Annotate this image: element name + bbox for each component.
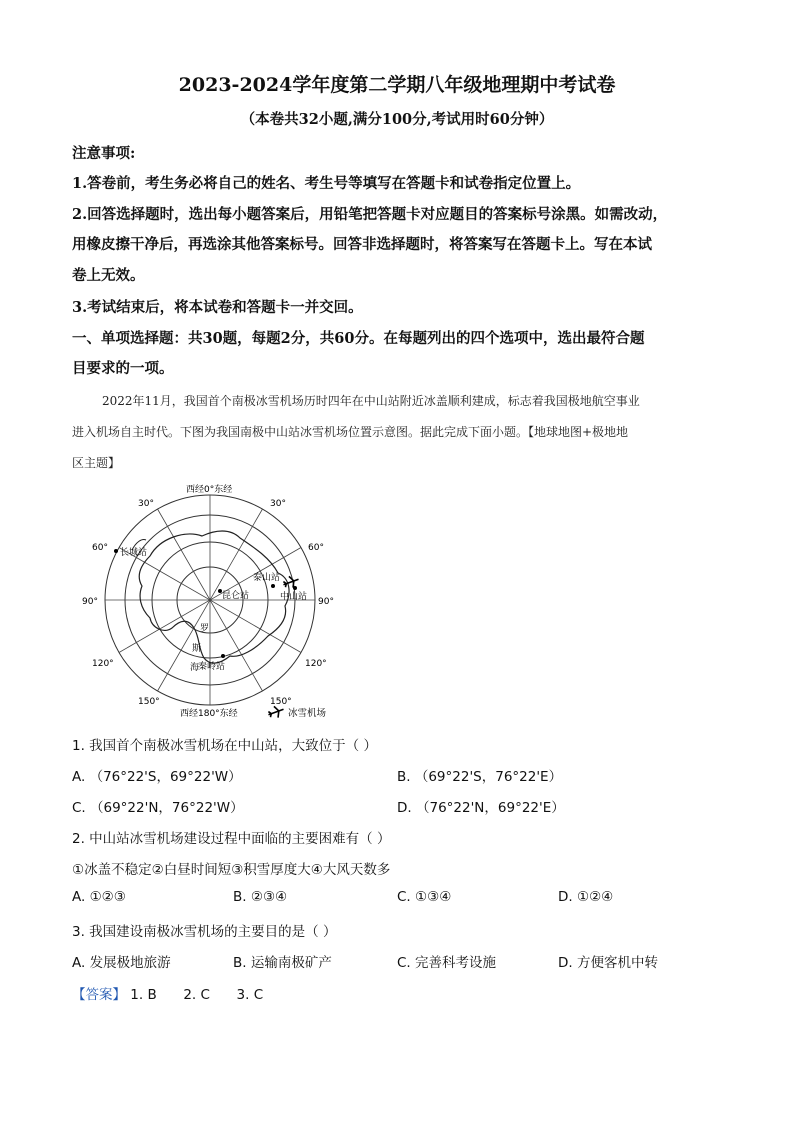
q3-stem: 3. 我国建设南极冰雪机场的主要目的是（ ） [72,924,337,940]
station-label-qinling: 秦岭站 [198,662,226,672]
ross-sea-char-3: 海 [190,663,200,673]
notice-item-2-line3: 卷上无效。 [72,267,145,284]
left-tick-150: 150° [138,697,160,707]
q3-option-c[interactable]: C. 完善科考设施 [397,955,497,971]
map-top-label: 西经0°东经 [186,485,233,495]
left-tick-30: 30° [138,499,154,509]
notice-heading: 注意事项: [72,145,136,162]
q2-items: ①冰盖不稳定②白昼时间短③积雪厚度大④大风天数多 [72,862,391,878]
answer-2: 2. C [183,987,210,1003]
station-dot-qinling [221,654,225,658]
airplane-icon [281,574,300,591]
right-tick-90: 90° [318,597,334,607]
antarctic-map [80,478,350,723]
station-dot-changcheng [114,549,118,553]
left-tick-90: 90° [82,597,98,607]
station-label-kunlun: 昆仑站 [222,591,250,601]
right-tick-150: 150° [270,697,292,707]
ross-sea-char-2: 斯 [192,644,202,654]
station-label-changcheng: 长城站 [120,548,148,558]
q3-option-b[interactable]: B. 运输南极矿产 [233,955,332,971]
left-tick-120: 120° [92,659,114,669]
passage-line-3: 区主题】 [72,456,121,470]
section-1-heading-line1: 一、单项选择题：共30题，每题2分，共60分。在每题列出的四个选项中，选出最符合题 [72,330,645,347]
station-dot-taishan [271,584,275,588]
q3-option-a[interactable]: A. 发展极地旅游 [72,955,171,971]
station-label-taishan: 泰山站 [253,573,281,583]
antarctica-coastline [139,531,289,663]
q1-stem: 1. 我国首个南极冰雪机场在中山站，大致位于（ ） [72,738,377,754]
right-tick-30: 30° [270,499,286,509]
answer-3: 3. C [236,987,264,1003]
q2-stem: 2. 中山站冰雪机场建设过程中面临的主要困难有（ ） [72,831,391,847]
q3-option-d[interactable]: D. 方便客机中转 [558,955,658,971]
passage-line-1: 2022年11月，我国首个南极冰雪机场历时四年在中山站附近冰盖顺利建成，标志着我国极地航空事业 [102,394,640,408]
q2-option-c[interactable]: C. ①③④ [397,889,452,905]
notice-item-2-line2: 用橡皮擦干净后，再选涂其他答案标号。回答非选择题时，将答案写在答题卡上。写在本试 [72,236,652,253]
map-bottom-label: 西经180°东经 [180,709,238,719]
q1-option-b[interactable]: B. （69°22'S，76°22'E） [397,769,563,785]
station-label-zhongshan: 中山站 [280,592,308,602]
q1-option-c[interactable]: C. （69°22'N，76°22'W） [72,800,244,816]
left-tick-60: 60° [92,543,108,553]
notice-item-1: 1.答卷前，考生务必将自己的姓名、考生号等填写在答题卡和试卷指定位置上。 [72,175,581,192]
passage-line-2: 进入机场自主时代。下图为我国南极中山站冰雪机场位置示意图。据此完成下面小题。【地球地图+极地地 [72,425,629,439]
right-tick-60: 60° [308,543,324,553]
q1-option-a[interactable]: A. （76°22'S，69°22'W） [72,769,242,785]
page-title: 2023-2024学年度第二学期八年级地理期中考试卷 [178,74,616,96]
q2-option-a[interactable]: A. ①②③ [72,889,126,905]
answer-1: 1. B [130,987,157,1003]
q2-option-d[interactable]: D. ①②④ [558,889,614,905]
ross-sea-char-1: 罗 [200,624,210,634]
notice-item-3: 3.考试结束后，将本试卷和答题卡一并交回。 [72,299,363,316]
right-tick-120: 120° [305,659,327,669]
section-1-heading-line2: 目要求的一项。 [72,360,174,377]
page-subtitle: （本卷共32小题,满分100分,考试用时60分钟） [240,111,554,128]
answer-line [72,983,263,1003]
q1-option-d[interactable]: D. （76°22'N，69°22'E） [397,800,565,816]
legend-label: 冰雪机场 [288,708,327,719]
notice-item-2-line1: 2.回答选择题时，选出每小题答案后，用铅笔把答题卡对应题目的答案标号涂黑。如需改动， [72,206,668,223]
q2-option-b[interactable]: B. ②③④ [233,889,288,905]
answer-tag: 【答案】 [72,987,126,1003]
